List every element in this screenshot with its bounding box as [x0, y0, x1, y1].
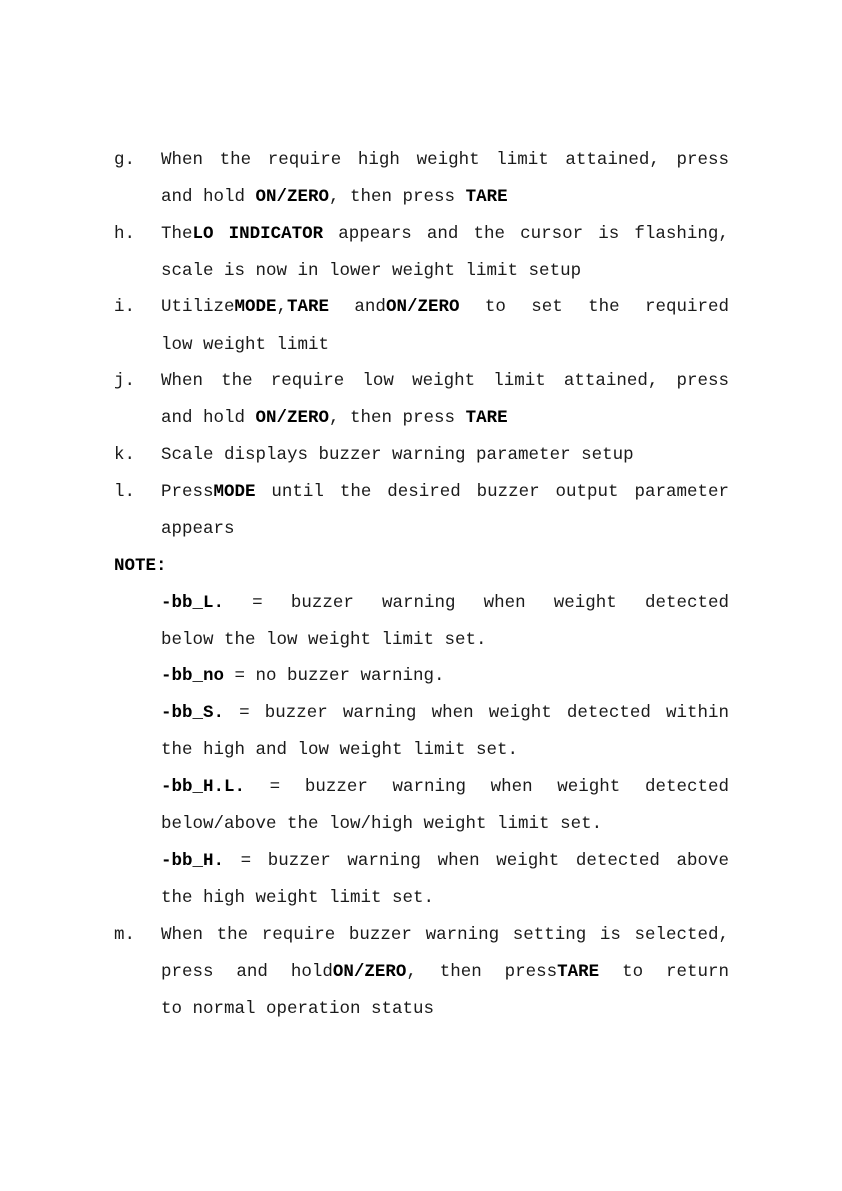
note-bb-l-line-2: below the low weight limit set. — [161, 630, 487, 650]
step-h-line-2: scale is now in lower weight limit setup — [161, 261, 582, 281]
note-bb-hl-line-2: below/above the low/high weight limit set. — [161, 814, 603, 834]
step-label-g: g. — [114, 150, 136, 170]
step-i-line-2: low weight limit — [161, 335, 330, 355]
step-label-j: j. — [114, 371, 136, 391]
note-bb-s-line-2: the high and low weight limit set. — [161, 740, 519, 760]
step-label-h: h. — [114, 224, 136, 244]
step-j-line-2: and hold ON/ZERO, then press TARE — [161, 408, 508, 428]
note-heading: NOTE: — [114, 556, 167, 576]
step-j-line-1: When the require low weight limit attained, press — [161, 371, 729, 391]
note-bb-h-line-1: -bb_H. = buzzer warning when weight detected above — [161, 851, 729, 871]
step-h-line-1: TheLO INDICATOR appears and the cursor is flashing, — [161, 224, 729, 244]
note-bb-no-line-1: -bb_no = no buzzer warning. — [161, 666, 445, 686]
step-m-line-2: press and holdON/ZERO, then pressTARE to return — [161, 962, 729, 982]
note-bb-hl-line-1: -bb_H.L. = buzzer warning when weight detected — [161, 777, 729, 797]
step-g-line-1: When the require high weight limit attained, press — [161, 150, 729, 170]
step-label-l: l. — [114, 482, 136, 502]
step-i-line-1: UtilizeMODE,TARE andON/ZERO to set the required — [161, 297, 729, 317]
step-label-k: k. — [114, 445, 136, 465]
note-bb-l-line-1: -bb_L. = buzzer warning when weight detected — [161, 593, 729, 613]
step-label-m: m. — [114, 925, 136, 945]
step-l-line-1: PressMODE until the desired buzzer output parameter — [161, 482, 729, 502]
step-l-line-2: appears — [161, 519, 235, 539]
step-k-line-1: Scale displays buzzer warning parameter setup — [161, 445, 634, 465]
step-g-line-2: and hold ON/ZERO, then press TARE — [161, 187, 508, 207]
step-m-line-3: to normal operation status — [161, 999, 435, 1019]
note-bb-s-line-1: -bb_S. = buzzer warning when weight detected within — [161, 703, 729, 723]
step-label-i: i. — [114, 297, 136, 317]
step-m-line-1: When the require buzzer warning setting is selected, — [161, 925, 729, 945]
note-bb-h-line-2: the high weight limit set. — [161, 888, 435, 908]
